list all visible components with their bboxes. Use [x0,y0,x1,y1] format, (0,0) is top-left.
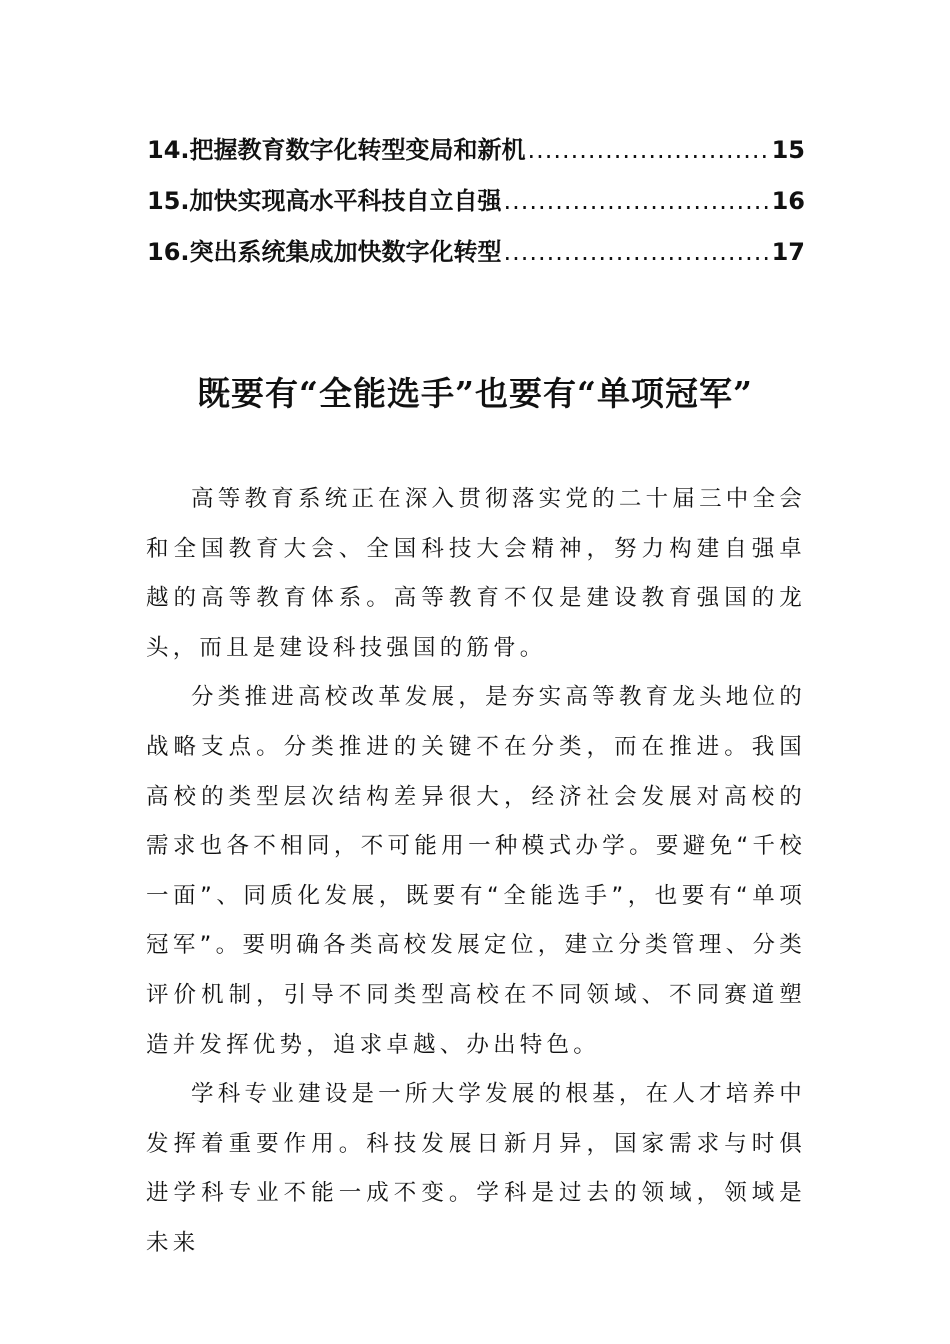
table-of-contents [147,130,805,283]
toc-entry[interactable] [147,232,805,283]
toc-entry-title: 加快实现高水平科技自立自强 [189,187,502,215]
article-body [146,475,806,1269]
body-paragraph: 分类推进高校改革发展，是夯实高等教育龙头地位的战略支点。分类推进的关键不在分类，而在推进。我国高校的类型层次结构差异很大，经济社会发展对高校的需求也各不相同，不可能用一种模式办学。要避免“千校一面”、同质化发展，既要有“全能选手”，也要有“单项冠军”。要明确各类高校发展定位，建立分类管理、分类评价机制，引导不同类型高校在不同领域、不同赛道塑造并发挥优势，追求卓越、办出特色。 [146,684,806,1058]
toc-entry-title: 突出系统集成加快数字化转型 [189,238,502,266]
article-title: 既要有“全能选手”也要有“单项冠军” [197,374,753,413]
toc-entry[interactable] [147,130,805,181]
toc-entry-number: 15. [147,187,190,215]
toc-entry-number: 16. [147,238,190,266]
toc-entry-number: 14. [147,136,190,164]
toc-dot-leader [528,136,768,164]
toc-entry-title: 把握教育数字化转型变局和新机 [189,136,526,164]
toc-entry[interactable] [147,181,805,232]
toc-dot-leader [504,238,768,266]
toc-entry-page: 15 [771,136,805,164]
toc-entry-page: 17 [771,238,805,266]
toc-dot-leader [504,187,768,215]
body-paragraph: 学科专业建设是一所大学发展的根基，在人才培养中发挥着重要作用。科技发展日新月异，国家需求与时俱进学科专业不能一成不变。学科是过去的领域，领域是未来 [146,1081,806,1256]
body-paragraph: 高等教育系统正在深入贯彻落实党的二十届三中全会和全国教育大会、全国科技大会精神，努力构建自强卓越的高等教育体系。高等教育不仅是建设教育强国的龙头，而且是建设科技强国的筋骨。 [146,486,806,661]
toc-entry-page: 16 [771,187,805,215]
